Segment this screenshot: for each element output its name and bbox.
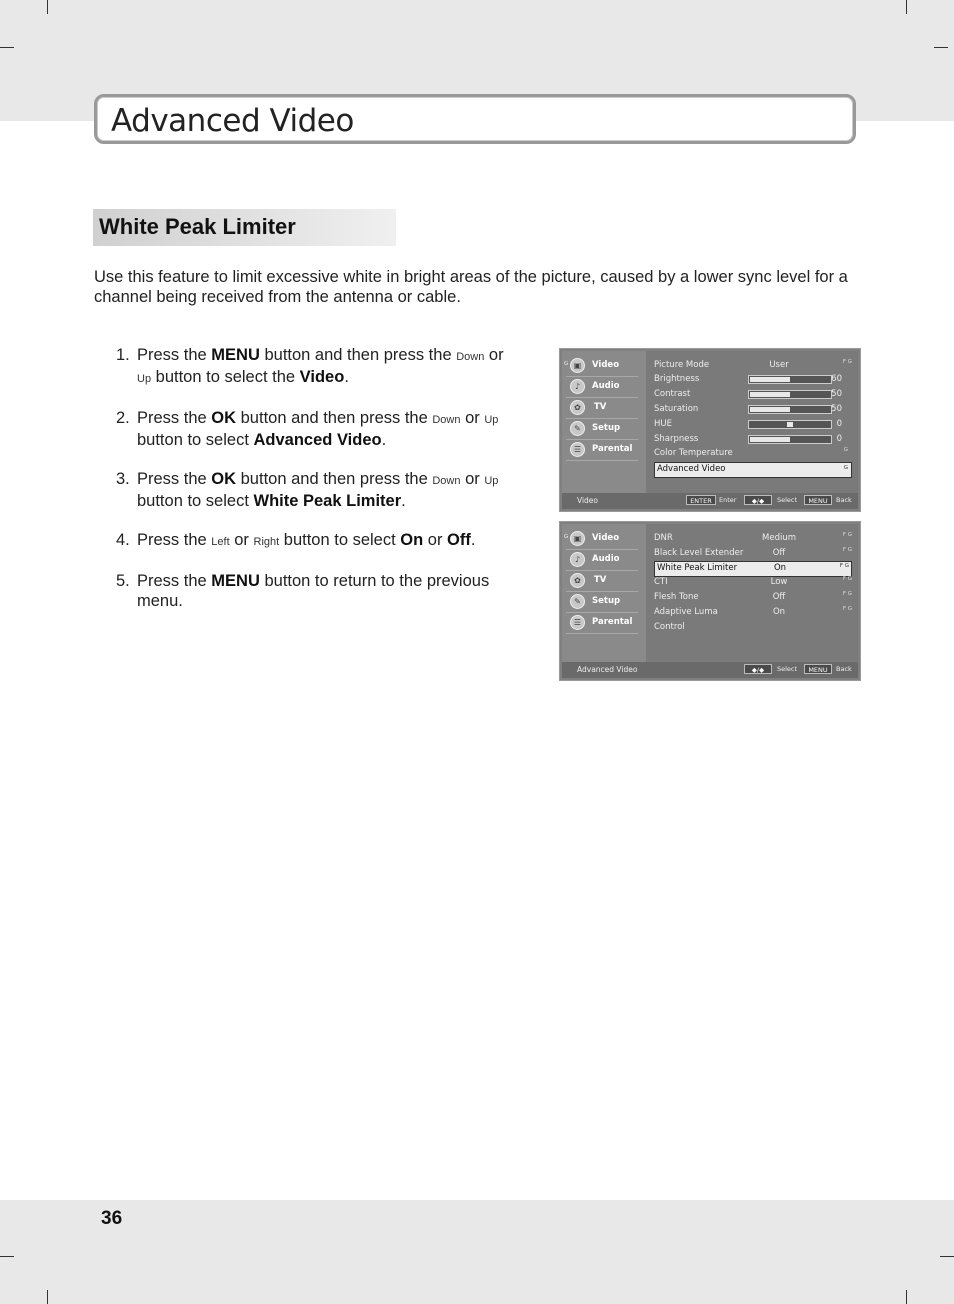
row-label: White Peak Limiter <box>657 563 738 573</box>
row-number: 60 <box>831 374 842 384</box>
step-key: Advanced Video <box>253 431 382 449</box>
crop-mark <box>906 1290 907 1304</box>
step-text: button to select <box>137 492 254 510</box>
osd-row-flesh-tone[interactable] <box>654 591 852 605</box>
slider[interactable] <box>748 405 832 414</box>
side-label: TV <box>594 575 607 585</box>
osd-sidebar <box>562 524 646 664</box>
row-arrows: F G <box>842 606 852 612</box>
nav-arrows-icon[interactable]: ◆/◆ <box>744 495 772 505</box>
osd-main <box>648 355 856 491</box>
step-number: 5. <box>116 572 130 590</box>
osd-side-item-parental[interactable] <box>566 440 638 461</box>
step-key: OK <box>211 470 237 488</box>
slider-knob <box>787 422 793 427</box>
osd-row-picture-mode[interactable] <box>654 359 852 373</box>
crop-mark <box>0 47 14 48</box>
step-4 <box>116 530 516 552</box>
crop-mark <box>0 1256 14 1257</box>
step-text: button to return to the previous menu. <box>137 572 490 610</box>
osd-main <box>648 528 856 660</box>
side-label: Video <box>592 533 620 543</box>
select-label: Select <box>777 665 798 673</box>
step-key-small: Up <box>484 414 499 426</box>
row-number: 0 <box>836 434 842 444</box>
row-label: Contrast <box>654 389 691 399</box>
osd-row-color-temperature[interactable] <box>654 447 852 461</box>
row-value: Off <box>772 592 786 602</box>
crop-mark <box>940 1256 954 1257</box>
step-text: . <box>401 492 406 510</box>
step-key-small: Down <box>456 351 485 363</box>
video-icon: ▣ <box>570 531 585 546</box>
row-label: Picture Mode <box>654 360 710 370</box>
step-key: Video <box>299 368 345 386</box>
step-text: . <box>344 368 349 386</box>
step-5 <box>116 571 516 611</box>
step-key-small: Down <box>432 475 461 487</box>
step-text: or <box>460 409 485 427</box>
step-text: Press the <box>137 346 212 364</box>
osd-row-saturation[interactable] <box>654 403 852 417</box>
row-value: Off <box>772 548 786 558</box>
step-2 <box>116 408 516 450</box>
side-label: Setup <box>592 596 621 606</box>
row-label: Color Temperature <box>654 448 733 458</box>
page-number: 36 <box>101 1208 123 1229</box>
step-text: button to select the <box>151 368 300 386</box>
row-label: Control <box>654 622 685 632</box>
step-key: OK <box>211 409 237 427</box>
row-value: On <box>772 607 786 617</box>
step-text: Press the <box>137 572 212 590</box>
row-arrows: F G <box>842 576 852 582</box>
slider-fill <box>750 407 790 412</box>
step-text: button to select <box>279 531 401 549</box>
osd-row-sharpness[interactable] <box>654 433 852 447</box>
row-number: 50 <box>831 404 842 414</box>
nav-arrows-icon[interactable]: ◆/◆ <box>744 664 772 674</box>
slider[interactable] <box>748 390 832 399</box>
parental-icon: ☰ <box>570 615 585 630</box>
page-title-box <box>94 94 856 144</box>
osd-side-item-setup[interactable] <box>566 419 638 440</box>
osd-sidebar <box>562 351 646 495</box>
step-key: MENU <box>211 572 260 590</box>
steps-list <box>116 345 516 630</box>
row-value: Low <box>770 577 788 587</box>
row-label: Advanced Video <box>657 464 726 474</box>
row-label: CTI <box>654 577 668 587</box>
side-label: Video <box>592 360 620 370</box>
step-text: or <box>423 531 448 549</box>
step-number: 1. <box>116 346 130 364</box>
osd-side-item-tv[interactable] <box>566 398 638 419</box>
video-icon: ▣ <box>570 358 585 373</box>
row-arrows: F G <box>842 359 852 365</box>
step-key: Off <box>447 531 471 549</box>
side-label: Audio <box>592 381 620 391</box>
slider[interactable] <box>748 420 832 429</box>
osd-row-advanced-video[interactable] <box>654 462 852 478</box>
step-text: button and then press the <box>236 470 433 488</box>
row-arrows: F G <box>842 547 852 553</box>
step-key: White Peak Limiter <box>253 492 402 510</box>
footer-band <box>0 1200 954 1304</box>
slider-fill <box>750 437 790 442</box>
slider-fill <box>750 377 790 382</box>
slider[interactable] <box>748 435 832 444</box>
slider-fill <box>750 392 790 397</box>
osd-row-contrast[interactable] <box>654 388 852 402</box>
side-label: TV <box>594 402 607 412</box>
footer-context: Video <box>577 496 599 505</box>
row-label: Saturation <box>654 404 699 414</box>
row-label: Adaptive Luma <box>654 607 718 617</box>
row-label: DNR <box>654 533 673 543</box>
step-key-small: Down <box>432 414 461 426</box>
step-text: or <box>229 531 254 549</box>
step-number: 2. <box>116 409 130 427</box>
osd-footer <box>562 662 858 678</box>
step-key: MENU <box>211 346 260 364</box>
row-number: 0 <box>836 419 842 429</box>
osd-row-adaptive-luma[interactable] <box>654 606 852 620</box>
step-text: button and then press the <box>259 346 457 364</box>
osd-row-white-peak-limiter[interactable] <box>654 561 852 577</box>
setup-icon: ✎ <box>570 421 585 436</box>
row-number: 50 <box>831 389 842 399</box>
step-key-small: Right <box>253 536 280 548</box>
osd-row-dnr[interactable] <box>654 532 852 546</box>
audio-icon: ♪ <box>570 552 585 567</box>
osd-side-item-audio[interactable] <box>566 550 638 571</box>
step-3 <box>116 469 516 511</box>
row-label: HUE <box>654 419 672 429</box>
row-label: Black Level Extender <box>654 548 744 558</box>
parental-icon: ☰ <box>570 442 585 457</box>
step-key: On <box>400 531 424 549</box>
step-key-small: Up <box>484 475 499 487</box>
side-label: Audio <box>592 554 620 564</box>
slider[interactable] <box>748 375 832 384</box>
tv-icon: ✿ <box>570 400 585 415</box>
osd-side-item-video[interactable] <box>566 356 638 377</box>
osd-row-hue[interactable] <box>654 418 852 432</box>
osd-advanced-video-menu <box>559 521 861 681</box>
select-label: Select <box>777 496 798 504</box>
row-value: On <box>773 563 787 573</box>
osd-side-item-setup[interactable] <box>566 592 638 613</box>
row-value: User <box>769 360 789 370</box>
osd-side-item-audio[interactable] <box>566 377 638 398</box>
osd-row-control <box>654 621 852 635</box>
step-1 <box>116 345 516 389</box>
menu-button[interactable]: MENU <box>804 495 832 505</box>
osd-row-brightness[interactable] <box>654 373 852 387</box>
audio-icon: ♪ <box>570 379 585 394</box>
back-label: Back <box>836 496 852 504</box>
step-text: . <box>381 431 387 449</box>
back-label: Back <box>836 665 852 673</box>
row-arrows: F G <box>842 591 852 597</box>
step-text: or <box>484 346 504 364</box>
setup-icon: ✎ <box>570 594 585 609</box>
crop-mark <box>934 47 948 48</box>
crop-mark <box>906 0 907 14</box>
osd-side-item-parental[interactable] <box>566 613 638 634</box>
step-text: Press the <box>137 531 212 549</box>
row-arrows: G <box>843 465 848 471</box>
osd-row-cti[interactable] <box>654 576 852 590</box>
osd-footer <box>562 493 858 509</box>
section-title: White Peak Limiter <box>99 214 296 239</box>
step-text: or <box>460 470 485 488</box>
row-label: Sharpness <box>654 434 699 444</box>
step-key-small: Left <box>211 536 230 548</box>
enter-button[interactable]: ENTER <box>686 495 716 505</box>
osd-side-item-video[interactable] <box>566 529 638 550</box>
row-value: Medium <box>762 533 796 543</box>
menu-button[interactable]: MENU <box>804 664 832 674</box>
intro-paragraph: Use this feature to limit excessive white in bright areas of the picture, caused by a lower sync level for a channel being received from the antenna or cable. <box>94 268 848 306</box>
side-label: Parental <box>592 617 633 627</box>
step-text: . <box>470 531 476 549</box>
row-arrows: F G <box>842 532 852 538</box>
row-label: Flesh Tone <box>654 592 699 602</box>
crop-mark <box>47 1290 48 1304</box>
enter-label: Enter <box>719 496 737 504</box>
step-text: button to select <box>137 431 254 449</box>
section-heading-bar <box>93 209 396 246</box>
step-text: Press the <box>137 409 212 427</box>
row-label: Brightness <box>654 374 700 384</box>
side-label: Setup <box>592 423 621 433</box>
osd-row-black-level-extender[interactable] <box>654 547 852 561</box>
side-label: Parental <box>592 444 633 454</box>
g-marker: G <box>564 534 569 540</box>
crop-mark <box>47 0 48 14</box>
step-number: 3. <box>116 470 130 488</box>
row-arrows: G <box>843 447 848 453</box>
step-text: button and then press the <box>236 409 433 427</box>
step-key-small: Up <box>137 373 152 385</box>
step-number: 4. <box>116 531 130 549</box>
tv-icon: ✿ <box>570 573 585 588</box>
osd-side-item-tv[interactable] <box>566 571 638 592</box>
g-marker: G <box>564 361 569 367</box>
footer-context: Advanced Video <box>577 665 638 674</box>
step-text: Press the <box>137 470 212 488</box>
page-title: Advanced Video <box>111 103 354 139</box>
row-arrows: F G <box>839 563 849 569</box>
osd-video-menu <box>559 348 861 512</box>
